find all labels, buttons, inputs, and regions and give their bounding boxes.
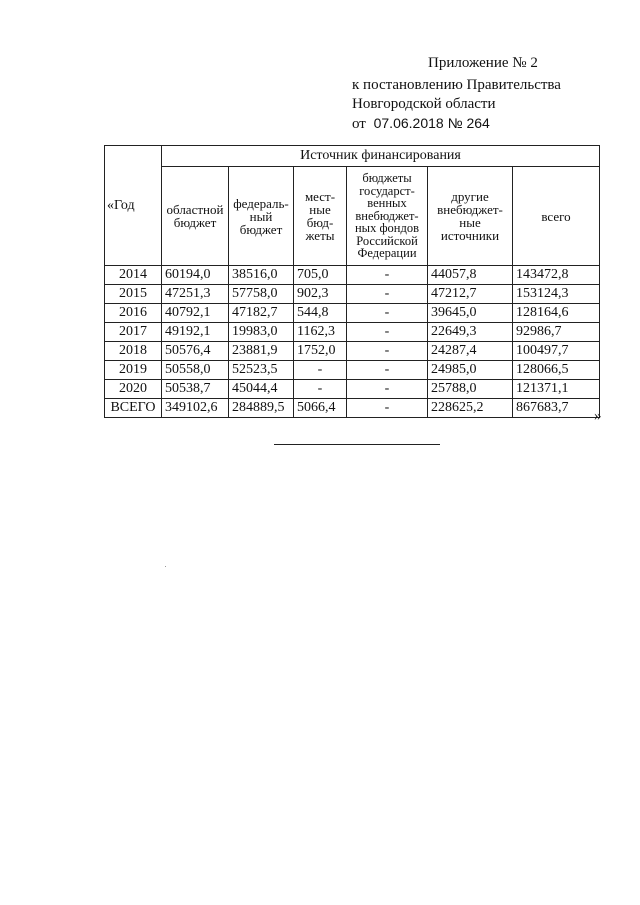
extrabudgetary-cell: - bbox=[347, 342, 428, 361]
region-line: Новгородской области bbox=[352, 96, 496, 112]
table-row bbox=[105, 266, 600, 285]
date-line bbox=[352, 114, 622, 134]
regional-budget-header: областной бюджет bbox=[162, 167, 229, 266]
other-sources-cell: 25788,0 bbox=[428, 380, 513, 399]
local-budgets-cell: 1752,0 bbox=[294, 342, 347, 361]
federal-budget-cell: 52523,5 bbox=[229, 361, 294, 380]
table-row bbox=[105, 361, 600, 380]
extrabudgetary-cell: - bbox=[347, 266, 428, 285]
regional-budget-cell: 60194,0 bbox=[162, 266, 229, 285]
extrabudgetary-cell: - bbox=[347, 380, 428, 399]
other-sources-cell: 22649,3 bbox=[428, 323, 513, 342]
extrabudgetary-cell: - bbox=[347, 323, 428, 342]
year-cell: 2015 bbox=[105, 285, 162, 304]
closing-quote: » bbox=[594, 408, 602, 424]
regional-budget-cell: 49192,1 bbox=[162, 323, 229, 342]
scan-speck bbox=[165, 566, 166, 567]
other-sources-cell: 228625,2 bbox=[428, 399, 513, 418]
table-row bbox=[105, 304, 600, 323]
table-row bbox=[105, 323, 600, 342]
total-cell: 92986,7 bbox=[513, 323, 600, 342]
federal-budget-cell: 284889,5 bbox=[229, 399, 294, 418]
regional-budget-cell: 40792,1 bbox=[162, 304, 229, 323]
total-cell: 128164,6 bbox=[513, 304, 600, 323]
federal-budget-cell: 38516,0 bbox=[229, 266, 294, 285]
regional-budget-cell: 50558,0 bbox=[162, 361, 229, 380]
local-budgets-cell: - bbox=[294, 361, 347, 380]
total-cell: 153124,3 bbox=[513, 285, 600, 304]
regional-budget-cell: 50538,7 bbox=[162, 380, 229, 399]
local-budgets-header: мест-ные бюд-жеты bbox=[294, 167, 347, 266]
year-cell: 2018 bbox=[105, 342, 162, 361]
total-cell: 867683,7 bbox=[513, 399, 600, 418]
total-cell: 121371,1 bbox=[513, 380, 600, 399]
other-sources-cell: 24287,4 bbox=[428, 342, 513, 361]
financing-table-container bbox=[104, 145, 600, 418]
regional-budget-cell: 47251,3 bbox=[162, 285, 229, 304]
federal-budget-cell: 19983,0 bbox=[229, 323, 294, 342]
other-sources-cell: 47212,7 bbox=[428, 285, 513, 304]
year-cell: 2017 bbox=[105, 323, 162, 342]
total-cell: 143472,8 bbox=[513, 266, 600, 285]
federal-budget-cell: 23881,9 bbox=[229, 342, 294, 361]
local-budgets-cell: 705,0 bbox=[294, 266, 347, 285]
year-cell: 2019 bbox=[105, 361, 162, 380]
appendix-title: Приложение № 2 bbox=[428, 55, 538, 71]
year-cell: 2014 bbox=[105, 266, 162, 285]
year-cell: 2020 bbox=[105, 380, 162, 399]
local-budgets-cell: 5066,4 bbox=[294, 399, 347, 418]
extrabudgetary-cell: - bbox=[347, 304, 428, 323]
other-sources-cell: 44057,8 bbox=[428, 266, 513, 285]
other-sources-cell: 24985,0 bbox=[428, 361, 513, 380]
local-budgets-cell: 902,3 bbox=[294, 285, 347, 304]
year-cell: ВСЕГО bbox=[105, 399, 162, 418]
regional-budget-cell: 50576,4 bbox=[162, 342, 229, 361]
regional-budget-cell: 349102,6 bbox=[162, 399, 229, 418]
federal-budget-cell: 45044,4 bbox=[229, 380, 294, 399]
total-header: всего bbox=[513, 167, 600, 266]
extrabudgetary-cell: - bbox=[347, 285, 428, 304]
local-budgets-cell: 1162,3 bbox=[294, 323, 347, 342]
extrabudgetary-cell: - bbox=[347, 361, 428, 380]
year-cell: 2016 bbox=[105, 304, 162, 323]
other-sources-cell: 39645,0 bbox=[428, 304, 513, 323]
date-prefix: от bbox=[352, 116, 366, 132]
state-extrabudgetary-funds-header: бюджеты государст-венных внебюджет-ных фондов Российской Федерации bbox=[347, 167, 428, 266]
table-row-total bbox=[105, 399, 600, 418]
federal-budget-cell: 57758,0 bbox=[229, 285, 294, 304]
decree-line: к постановлению Правительства bbox=[352, 77, 561, 93]
federal-budget-header: федераль-ный бюджет bbox=[229, 167, 294, 266]
other-sources-header: другие внебюджет-ные источники bbox=[428, 167, 513, 266]
local-budgets-cell: - bbox=[294, 380, 347, 399]
financing-table bbox=[104, 145, 600, 418]
federal-budget-cell: 47182,7 bbox=[229, 304, 294, 323]
funding-source-header: Источник финансирования bbox=[162, 146, 600, 167]
table-row bbox=[105, 285, 600, 304]
local-budgets-cell: 544,8 bbox=[294, 304, 347, 323]
appendix-header bbox=[352, 54, 622, 134]
total-cell: 100497,7 bbox=[513, 342, 600, 361]
total-cell: 128066,5 bbox=[513, 361, 600, 380]
handwritten-date-number: 07.06.2018 № 264 bbox=[373, 115, 490, 131]
extrabudgetary-cell: - bbox=[347, 399, 428, 418]
year-column-header: «Год bbox=[105, 146, 162, 266]
end-divider bbox=[274, 444, 440, 445]
table-row bbox=[105, 380, 600, 399]
table-row bbox=[105, 342, 600, 361]
